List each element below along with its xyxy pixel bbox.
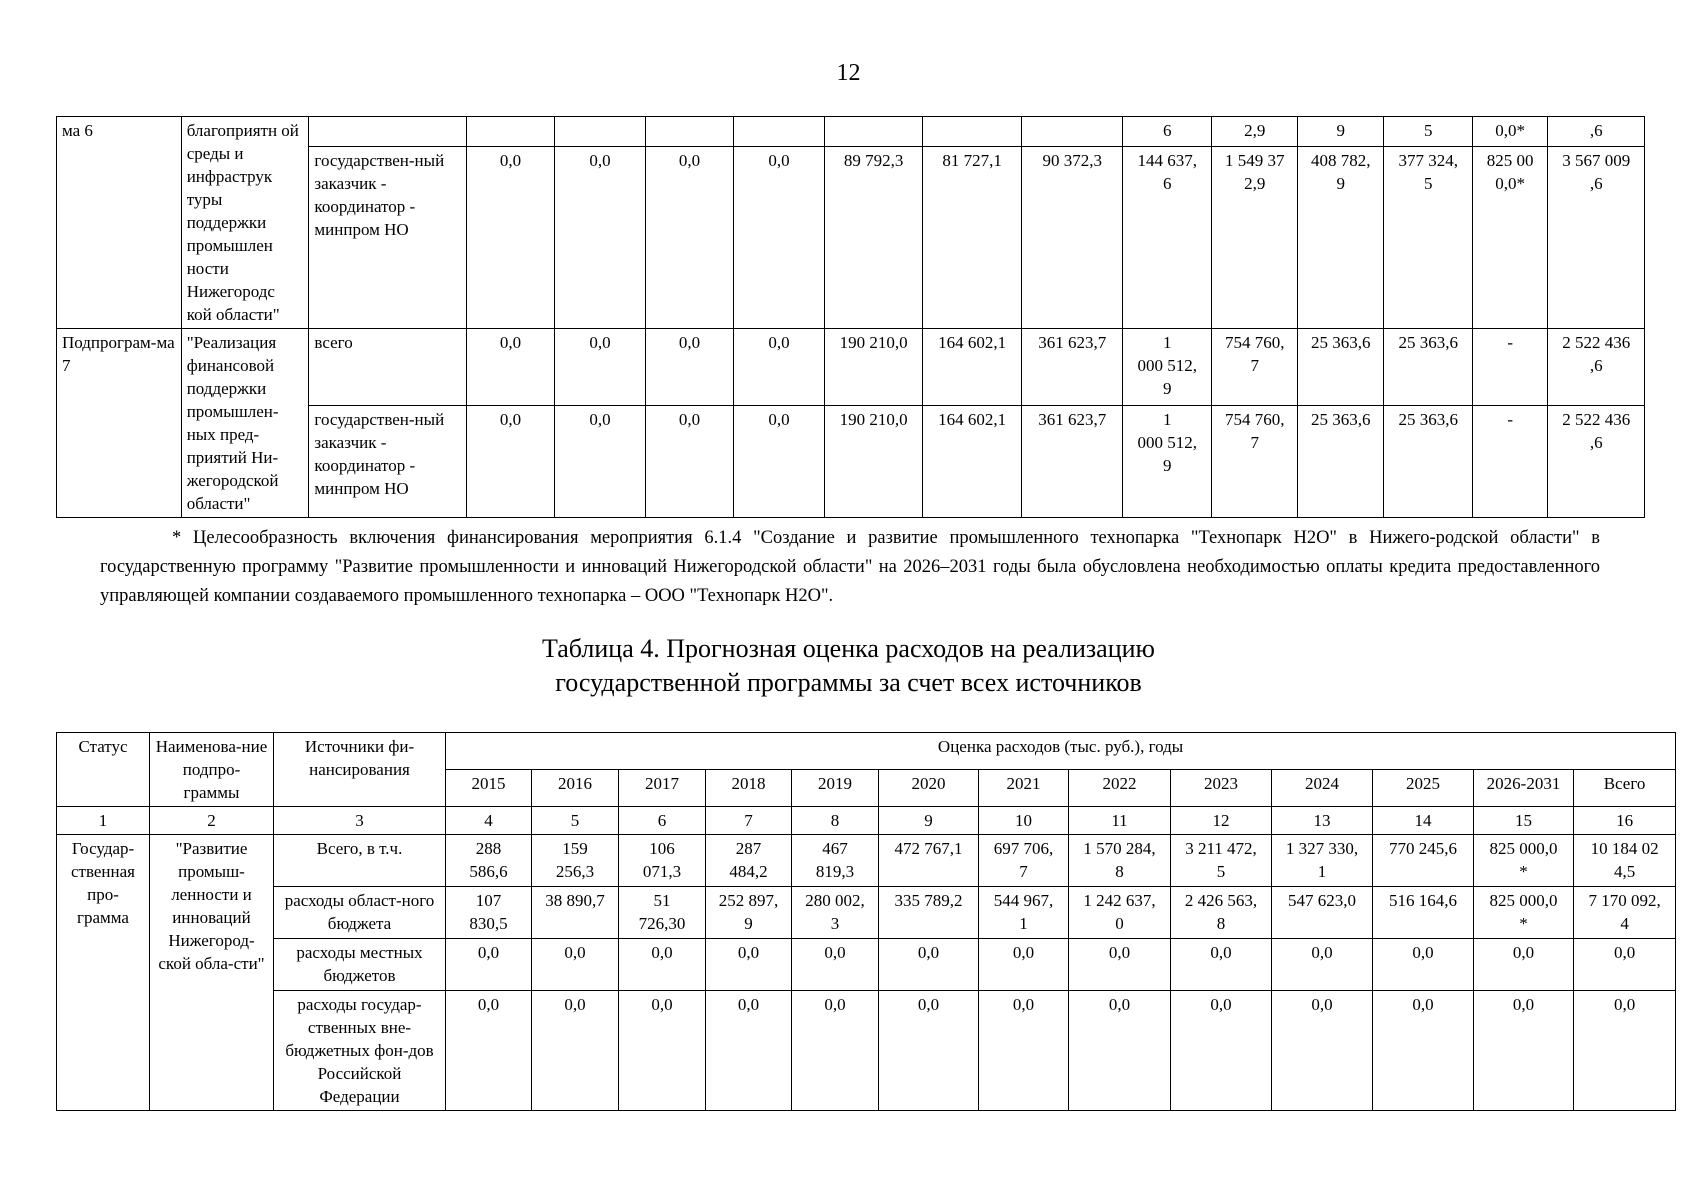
value-cell: 0,0 [532,991,619,1111]
table-cell [646,117,733,147]
year-header: 2022 [1069,770,1171,807]
table4-title-line2: государственной программы за счет всех источников [555,668,1142,697]
table-cell: 2 522 436 ,6 [1548,406,1645,518]
table4-title-line1: Таблица 4. Прогнозная оценка расходов на реализацию [542,634,1155,663]
value-cell: 0,0 [1272,991,1373,1111]
table-cell: 0,0 [467,146,554,328]
table-cell: 1 549 37 2,9 [1212,146,1297,328]
table-cell: 1 000 512, 9 [1122,406,1212,518]
value-cell: 467 819,3 [792,835,879,887]
status-cell: Государ-ственная про-грамма [57,835,150,1111]
table-cell: 754 760, 7 [1212,406,1297,518]
table-cell: 361 623,7 [1022,329,1123,406]
table-cell: 408 782, 9 [1297,146,1383,328]
table-cell: 5 [1384,117,1473,147]
table-row [57,887,1676,939]
table-cell: 1 000 512, 9 [1122,329,1212,406]
value-cell: 0,0 [619,991,706,1111]
table-cell [1022,117,1123,147]
table-cell: 2,9 [1212,117,1297,147]
column-number: 13 [1272,807,1373,835]
value-cell: 0,0 [1474,939,1574,991]
column-number: 8 [792,807,879,835]
value-cell: 252 897, 9 [706,887,792,939]
column-number: 4 [446,807,532,835]
value-cell: 2 426 563, 8 [1171,887,1272,939]
table-cell: 0,0 [554,406,646,518]
table-cell: благоприятн ой среды и инфраструк туры поддержки промышлен ности Нижегородс кой области" [181,117,309,329]
table-cell: 825 00 0,0* [1472,146,1547,328]
value-cell: 770 245,6 [1373,835,1474,887]
value-cell: 287 484,2 [706,835,792,887]
table-row [57,835,1676,887]
column-number: 6 [619,807,706,835]
table-cell: - [1472,406,1547,518]
table-cell: 0,0 [733,406,825,518]
table-cell: 0,0 [646,329,733,406]
table-cell: 190 210,0 [825,329,923,406]
column-number: 1 [57,807,150,835]
table-cell [467,117,554,147]
table-row [57,329,1645,406]
table-cell: 0,0 [467,406,554,518]
value-cell: 288 586,6 [446,835,532,887]
value-cell: 825 000,0 * [1474,835,1574,887]
table-cell: 0,0 [733,146,825,328]
year-header: 2025 [1373,770,1474,807]
table-cell: 164 602,1 [922,406,1022,518]
table-cell: государствен-ный заказчик - координатор - минпром НО [309,406,467,518]
column-number: 7 [706,807,792,835]
table-cell: - [1472,329,1547,406]
table-cell: 25 363,6 [1384,329,1473,406]
footnote: * Целесообразность включения финансирования мероприятия 6.1.4 "Создание и развитие промышленного технопарка "Технопарк H2O" в Нижего-родской области" в государственную программу "Развитие промышленности и инноваций Нижегородской области" на 2026–2031 годы была обусловлена необходимостью оплаты кредита предоставленного управляющей компании создаваемого промышленного технопарка – ООО "Технопарк H2O". [100,528,1600,606]
value-cell: 0,0 [1171,991,1272,1111]
header-expense-estimate: Оценка расходов (тыс. руб.), годы [446,733,1676,770]
table4-title [0,632,1697,700]
funding-source-cell: расходы местных бюджетов [274,939,446,991]
table-cell: 2 522 436 ,6 [1548,329,1645,406]
column-number: 16 [1574,807,1676,835]
value-cell: 159 256,3 [532,835,619,887]
year-header: 2016 [532,770,619,807]
table-cell: 0,0 [733,329,825,406]
value-cell: 0,0 [446,991,532,1111]
table-cell: государствен-ный заказчик - координатор - минпром НО [309,146,467,328]
value-cell: 7 170 092, 4 [1574,887,1676,939]
program-name-cell: "Развитие промыш-ленности и инноваций Нижегород-ской обла-сти" [150,835,274,1111]
table-cell: 144 637, 6 [1122,146,1212,328]
value-cell: 544 967, 1 [979,887,1069,939]
table-row [57,939,1676,991]
value-cell: 38 890,7 [532,887,619,939]
column-number: 12 [1171,807,1272,835]
value-cell: 51 726,30 [619,887,706,939]
column-number: 3 [274,807,446,835]
value-cell: 0,0 [1574,939,1676,991]
value-cell: 0,0 [792,991,879,1111]
table-cell: 25 363,6 [1384,406,1473,518]
table-cell: 0,0 [646,146,733,328]
column-number: 5 [532,807,619,835]
table-cell: 81 727,1 [922,146,1022,328]
value-cell: 0,0 [979,939,1069,991]
table-cell: 9 [1297,117,1383,147]
funding-source-cell: расходы государ-ственных вне-бюджетных фон-дов Российской Федерации [274,991,446,1111]
value-cell: 0,0 [1373,991,1474,1111]
table-cell: 3 567 009 ,6 [1548,146,1645,328]
table-cell: 25 363,6 [1297,406,1383,518]
table-cell: 164 602,1 [922,329,1022,406]
value-cell: 697 706, 7 [979,835,1069,887]
table-cell: 6 [1122,117,1212,147]
value-cell: 0,0 [1171,939,1272,991]
value-cell: 1 242 637, 0 [1069,887,1171,939]
funding-source-cell: расходы област-ного бюджета [274,887,446,939]
column-number: 10 [979,807,1069,835]
value-cell: 0,0 [879,991,979,1111]
value-cell: 10 184 02 4,5 [1574,835,1676,887]
value-cell: 1 327 330, 1 [1272,835,1373,887]
expense-estimate-table [56,732,1676,1111]
value-cell: 0,0 [619,939,706,991]
value-cell: 547 623,0 [1272,887,1373,939]
year-header: 2017 [619,770,706,807]
value-cell: 0,0 [532,939,619,991]
year-header: 2024 [1272,770,1373,807]
value-cell: 280 002, 3 [792,887,879,939]
year-header: 2021 [979,770,1069,807]
value-cell: 3 211 472, 5 [1171,835,1272,887]
value-cell: 1 570 284, 8 [1069,835,1171,887]
year-header: Всего [1574,770,1676,807]
column-number: 14 [1373,807,1474,835]
year-header: 2023 [1171,770,1272,807]
value-cell: 0,0 [1574,991,1676,1111]
value-cell: 825 000,0 * [1474,887,1574,939]
table-cell: 89 792,3 [825,146,923,328]
value-cell: 0,0 [1069,939,1171,991]
column-number: 9 [879,807,979,835]
column-number: 11 [1069,807,1171,835]
header-subprogram-name: Наименова-ние подпро-граммы [150,733,274,807]
table-cell [554,117,646,147]
table-cell: Подпрограм-ма 7 [57,329,182,518]
year-header: 2019 [792,770,879,807]
value-cell: 0,0 [792,939,879,991]
table-cell: всего [309,329,467,406]
table-row [57,117,1645,147]
value-cell: 516 164,6 [1373,887,1474,939]
value-cell: 0,0 [706,939,792,991]
table-cell: 25 363,6 [1297,329,1383,406]
value-cell: 106 071,3 [619,835,706,887]
table-cell: 190 210,0 [825,406,923,518]
funding-source-cell: Всего, в т.ч. [274,835,446,887]
table-cell: ,6 [1548,117,1645,147]
value-cell: 0,0 [879,939,979,991]
program-funding-table-continued [56,116,1645,518]
table-cell: 754 760, 7 [1212,329,1297,406]
table-cell: 90 372,3 [1022,146,1123,328]
table-cell: 0,0 [646,406,733,518]
table-cell: 361 623,7 [1022,406,1123,518]
table-cell: 377 324, 5 [1384,146,1473,328]
year-header: 2020 [879,770,979,807]
year-header: 2018 [706,770,792,807]
table-cell: 0,0* [1472,117,1547,147]
year-header: 2026-2031 [1474,770,1574,807]
table-cell: 0,0 [467,329,554,406]
value-cell: 0,0 [446,939,532,991]
page-number: 12 [836,60,861,86]
value-cell: 0,0 [979,991,1069,1111]
year-header: 2015 [446,770,532,807]
table-cell: 0,0 [554,329,646,406]
table-cell [733,117,825,147]
header-funding-source: Источники фи-нансирования [274,733,446,807]
value-cell: 0,0 [1272,939,1373,991]
value-cell: 472 767,1 [879,835,979,887]
table-cell: 0,0 [554,146,646,328]
value-cell: 0,0 [1069,991,1171,1111]
table-cell: ма 6 [57,117,182,329]
table-cell [922,117,1022,147]
value-cell: 335 789,2 [879,887,979,939]
table-cell [309,117,467,147]
value-cell: 0,0 [1373,939,1474,991]
value-cell: 0,0 [706,991,792,1111]
value-cell: 0,0 [1474,991,1574,1111]
table-cell: "Реализация финансовой поддержки промышлен-ных пред-приятий Ни-жегородской области" [181,329,309,518]
column-number: 2 [150,807,274,835]
table-cell [825,117,923,147]
column-number: 15 [1474,807,1574,835]
table-row [57,991,1676,1111]
value-cell: 107 830,5 [446,887,532,939]
header-status: Статус [57,733,150,807]
